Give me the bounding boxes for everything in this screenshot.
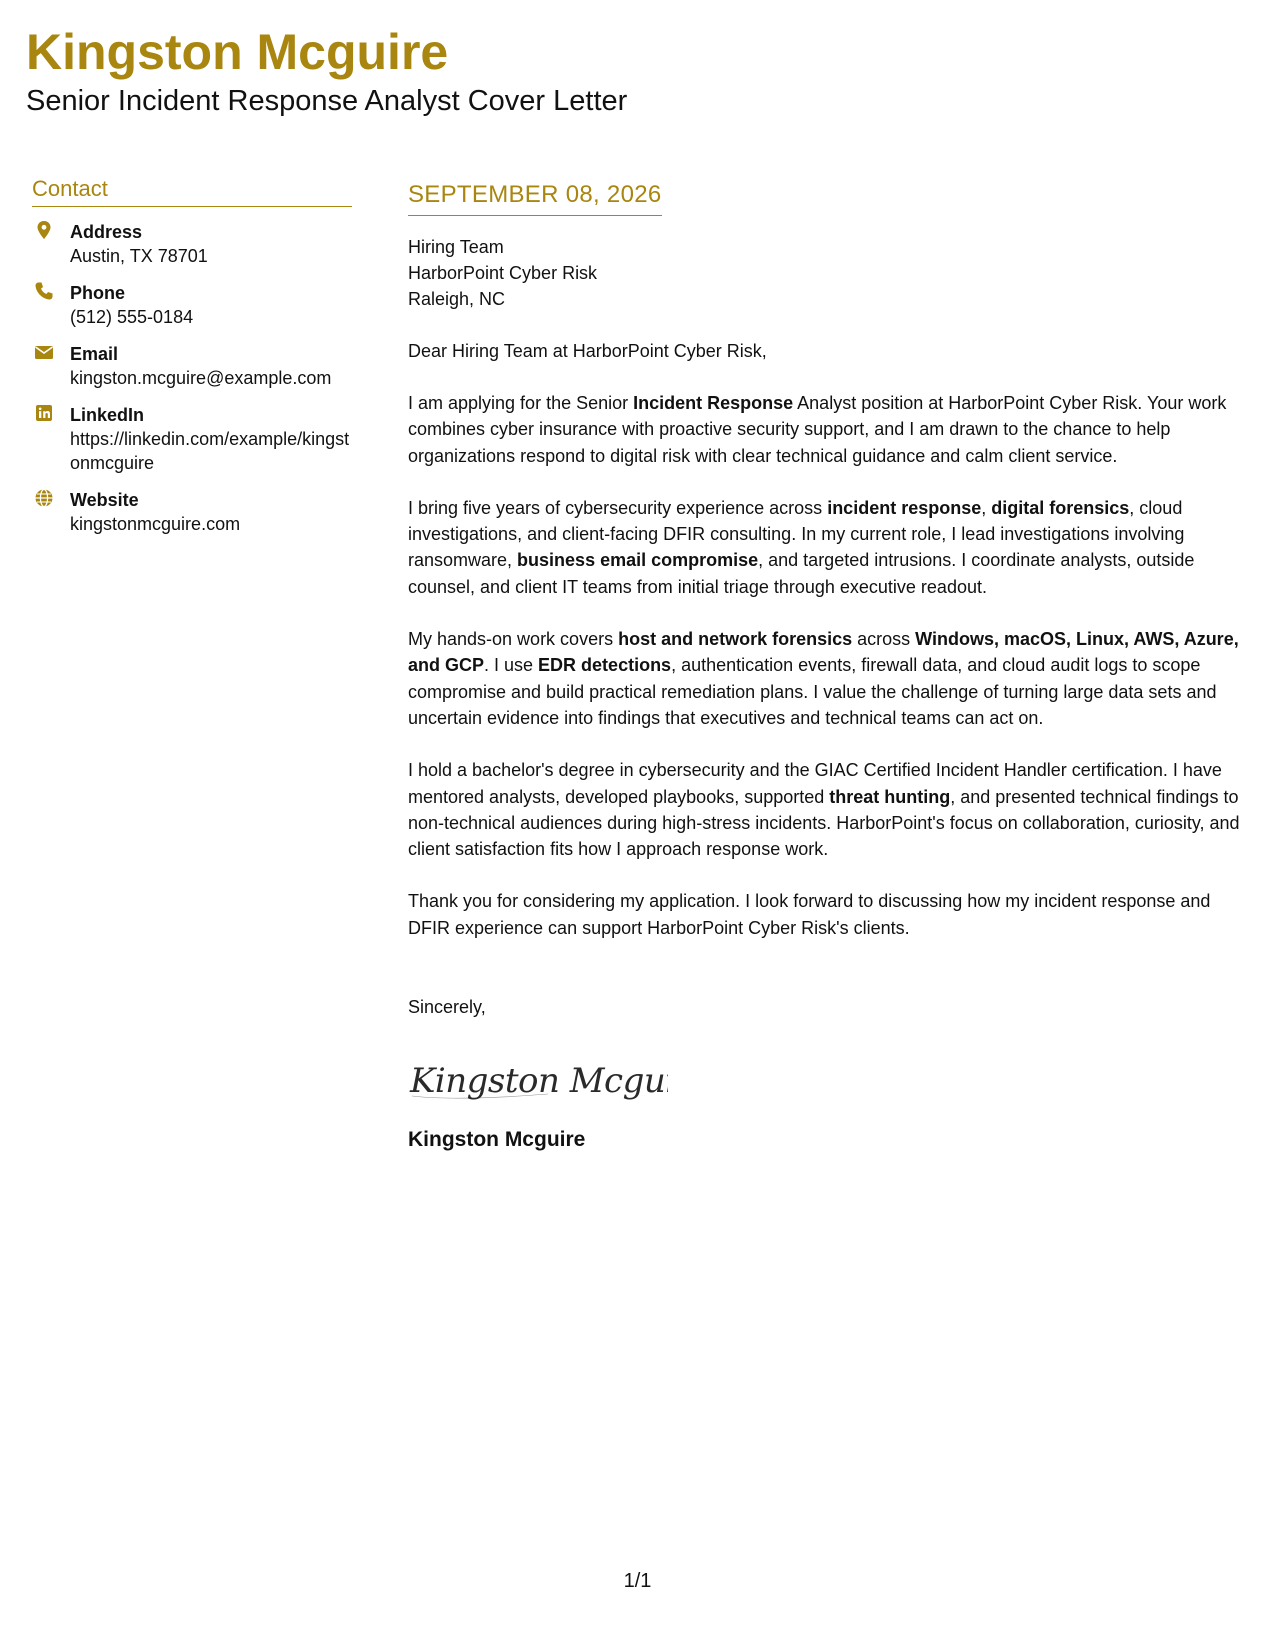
contact-linkedin	[32, 403, 352, 475]
recipient-block	[408, 234, 1243, 312]
contact-value[interactable]: kingstonmcguire.com	[70, 514, 241, 534]
phone-icon	[34, 281, 54, 301]
salutation: Dear Hiring Team at HarborPoint Cyber Risk,	[408, 341, 767, 361]
body-paragraph	[408, 757, 1243, 862]
body-text: My hands-on work covers	[408, 629, 619, 650]
recipient-line: Hiring Team	[408, 237, 504, 257]
body-paragraph	[408, 495, 1243, 600]
contact-address	[32, 220, 352, 268]
body-text: , and targeted intrusions. I coordinate analysts, outside counsel, and client IT teams from initial triage through executive readout.	[408, 550, 1195, 597]
page-number: 1/1	[623, 1570, 652, 1592]
applicant-name: Kingston Mcguire	[26, 24, 449, 80]
closing: Sincerely,	[408, 997, 486, 1018]
map-pin-icon	[34, 220, 54, 240]
contact-email	[32, 342, 352, 390]
signature-image	[408, 1050, 668, 1110]
contact-value[interactable]: https://linkedin.com/example/kingstonmcguire	[70, 429, 350, 473]
body-paragraph	[408, 390, 1243, 469]
document-subtitle: Senior Incident Response Analyst Cover Letter	[26, 85, 628, 117]
body-text: ,	[981, 497, 992, 518]
contact-label: Website	[70, 490, 139, 510]
signed-name: Kingston Mcguire	[408, 1128, 586, 1152]
contact-value: (512) 555-0184	[70, 307, 194, 327]
body-text: , and presented technical findings to non-technical audiences during high-stress incidents. HarborPoint's focus on collaboration, curiosity, and client satisfaction fits how I approach response work.	[408, 786, 1240, 860]
emphasis-text: host and network forensics	[618, 629, 853, 650]
body-paragraph	[408, 888, 1243, 941]
body-text: across	[852, 629, 916, 650]
emphasis-text: business email compromise	[517, 550, 759, 571]
contact-label: Email	[70, 344, 119, 364]
recipient-line: HarborPoint Cyber Risk	[408, 263, 598, 283]
contact-value[interactable]: kingston.mcguire@example.com	[70, 368, 332, 388]
body-text: , cloud investigations, and client-facing DFIR consulting. In my current role, I lead investigations involving ransomware,	[408, 497, 1185, 571]
contact-label: LinkedIn	[70, 405, 145, 425]
linkedin-icon	[34, 403, 54, 423]
emphasis-text: threat hunting	[829, 786, 951, 807]
contact-phone	[32, 281, 352, 329]
contact-label: Address	[70, 222, 143, 242]
letter-date: SEPTEMBER 08, 2026	[408, 180, 662, 216]
emphasis-text: Windows, macOS, Linux, AWS, Azure, and GCP	[408, 629, 1239, 676]
letter-body	[408, 180, 1243, 1152]
body-text: . I use	[484, 655, 539, 676]
emphasis-text: Incident Response	[633, 393, 794, 413]
emphasis-text: incident response	[827, 497, 982, 518]
emphasis-text: EDR detections	[538, 655, 672, 676]
globe-icon	[34, 488, 54, 508]
body-text: I am applying for the Senior	[408, 393, 634, 413]
body-text: Thank you for considering my application. I look forward to discussing how my incident response and DFIR experience can support HarborPoint Cyber Risk's clients.	[408, 891, 1211, 938]
svg-text:Kingston Mcguir: Kingston Mcguir	[410, 1061, 668, 1102]
contact-value: Austin, TX 78701	[70, 246, 208, 266]
recipient-line: Raleigh, NC	[408, 289, 506, 309]
emphasis-text: digital forensics	[991, 497, 1130, 518]
envelope-icon	[34, 342, 54, 362]
body-text: I hold a bachelor's degree in cybersecurity and the GIAC Certified Incident Handler certification. I have mentored analysts, developed playbooks, supported	[408, 760, 1222, 807]
contact-heading: Contact	[32, 176, 352, 207]
body-text: , authentication events, firewall data, and cloud audit logs to scope compromise and build practical remediation plans. I value the challenge of turning large data sets and uncertain evidence into findings that executives and technical teams can act on.	[408, 655, 1217, 728]
contact-website	[32, 488, 352, 536]
body-paragraph	[408, 626, 1243, 731]
body-text: Analyst position at HarborPoint Cyber Risk. Your work combines cyber insurance with proactive security support, and I am drawn to the chance to help organizations respond to digital risk with clear technical guidance and calm client service.	[408, 393, 1227, 466]
handwritten-signature	[408, 1050, 1243, 1110]
contact-sidebar	[32, 176, 352, 536]
contact-label: Phone	[70, 283, 126, 303]
body-text: I bring five years of cybersecurity experience across	[408, 497, 828, 518]
